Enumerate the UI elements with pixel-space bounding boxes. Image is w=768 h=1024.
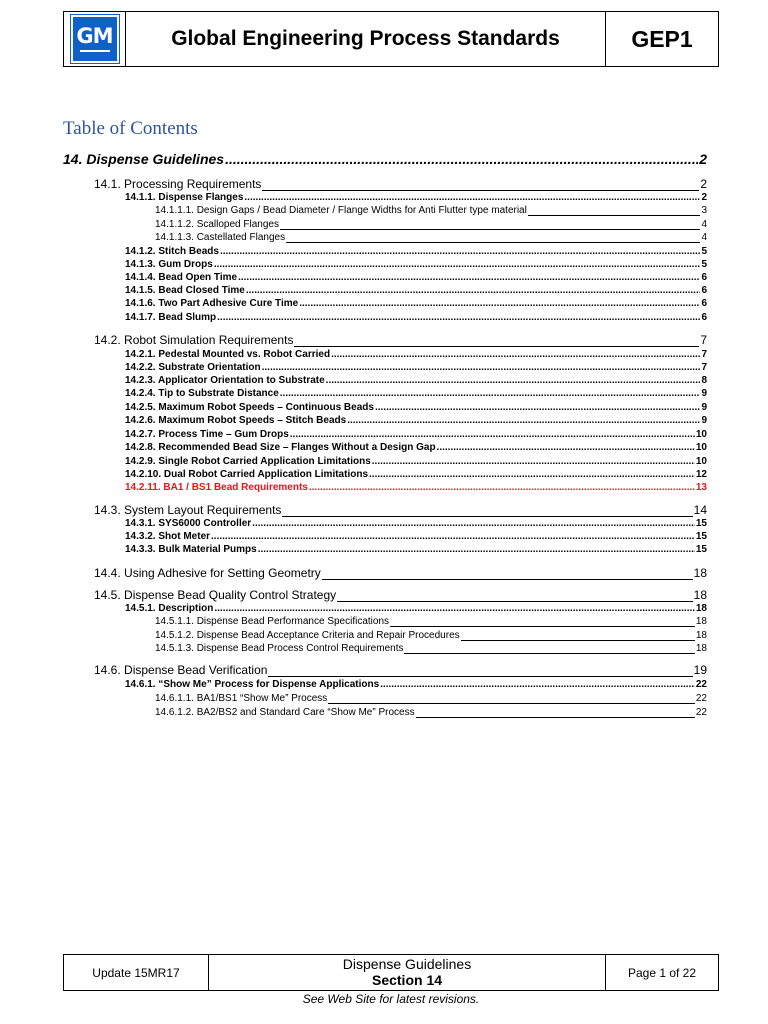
gm-logo-text: GM xyxy=(76,24,113,48)
toc-entry[interactable] xyxy=(125,312,707,323)
toc-entry-label: 14.2.2. Substrate Orientation xyxy=(125,362,261,373)
toc-entry-label: 14.2.7. Process Time – Gum Drops xyxy=(125,429,289,440)
toc-entry-leader xyxy=(252,518,695,529)
toc-entry-leader xyxy=(309,482,695,493)
footer-update: Update 15MR17 xyxy=(64,955,209,990)
toc-entry-leader xyxy=(337,601,693,602)
toc-entry-leader xyxy=(225,151,698,167)
toc-entry-page: 8 xyxy=(701,375,707,386)
toc-entry-leader xyxy=(294,346,699,347)
toc-entry-leader xyxy=(246,285,701,296)
toc-entry[interactable] xyxy=(125,192,707,203)
toc-entry-page: 2 xyxy=(700,177,707,191)
toc-entry-leader xyxy=(286,242,700,243)
toc-entry-label: 14.3. System Layout Requirements xyxy=(94,503,282,517)
toc-entry-page: 15 xyxy=(695,544,707,555)
toc-entry-leader xyxy=(380,679,695,690)
toc-entry-leader xyxy=(258,544,695,555)
toc-entry-label: 14.2.8. Recommended Bead Size – Flanges Without a Design Gap xyxy=(125,442,436,453)
toc-entry-page: 6 xyxy=(701,272,707,283)
footer-title-block xyxy=(209,955,606,990)
toc-entry-label: 14.6.1. “Show Me” Process for Dispense Applications xyxy=(125,679,380,690)
toc-entry-leader xyxy=(280,229,700,230)
toc-entry-leader xyxy=(262,190,699,191)
toc-entry-page: 4 xyxy=(701,219,707,230)
toc-entry[interactable] xyxy=(125,544,707,555)
logo-cell xyxy=(64,12,126,66)
toc-entry-label: 14.1.2. Stitch Beads xyxy=(125,246,219,257)
toc-entry-page: 6 xyxy=(701,285,707,296)
toc-entry[interactable] xyxy=(155,630,707,641)
toc-entry-leader xyxy=(416,717,695,718)
toc-entry-label: 14.1.4. Bead Open Time xyxy=(125,272,238,283)
toc-entry-page: 18 xyxy=(695,630,707,641)
toc-entry[interactable] xyxy=(155,232,707,243)
toc-entry-leader xyxy=(375,402,700,413)
toc-entry-label: 14.2.1. Pedestal Mounted vs. Robot Carried xyxy=(125,349,331,360)
toc-heading: Table of Contents xyxy=(63,118,198,139)
toc-entry[interactable] xyxy=(125,482,707,493)
toc-entry[interactable] xyxy=(94,588,707,602)
toc-entry-page: 15 xyxy=(695,531,707,542)
toc-entry-leader xyxy=(262,362,701,373)
toc-entry-leader xyxy=(372,456,695,467)
toc-entry[interactable] xyxy=(94,177,707,191)
toc-entry[interactable] xyxy=(125,442,707,453)
toc-entry-label: 14.4. Using Adhesive for Setting Geometry xyxy=(94,566,321,580)
toc-entry-label: 14.6.1.1. BA1/BS1 “Show Me” Process xyxy=(155,693,328,704)
toc-entry-label: 14.1.1.2. Scalloped Flanges xyxy=(155,219,279,230)
toc-entry-leader xyxy=(299,298,700,309)
toc-entry-page: 22 xyxy=(695,679,707,690)
toc-entry-label: 14.6.1.2. BA2/BS2 and Standard Care “Show Me” Process xyxy=(155,707,415,718)
toc-entry[interactable] xyxy=(125,415,707,426)
toc-entry[interactable] xyxy=(63,151,707,167)
toc-entry-page: 18 xyxy=(693,588,707,602)
toc-entry[interactable] xyxy=(125,349,707,360)
toc-entry[interactable] xyxy=(125,259,707,270)
toc-entry-page: 18 xyxy=(693,566,707,580)
toc-entry-page: 3 xyxy=(701,205,707,216)
toc-entry-leader xyxy=(404,653,694,654)
toc-entry-leader xyxy=(461,640,695,641)
toc-entry-leader xyxy=(268,676,692,677)
toc-entry[interactable] xyxy=(125,362,707,373)
toc-entry-leader xyxy=(290,429,695,440)
toc-entry-label: 14. Dispense Guidelines xyxy=(63,151,225,167)
toc-entry-leader xyxy=(282,516,692,517)
toc-entry-page: 9 xyxy=(701,402,707,413)
toc-entry-page: 12 xyxy=(695,469,707,480)
toc-entry-page: 9 xyxy=(701,388,707,399)
toc-entry[interactable] xyxy=(125,469,707,480)
toc-entry[interactable] xyxy=(125,246,707,257)
toc-entry[interactable] xyxy=(125,679,707,690)
toc-entry-label: 14.2.6. Maximum Robot Speeds – Stitch Beads xyxy=(125,415,347,426)
toc-entry-page: 6 xyxy=(701,298,707,309)
toc-entry-leader xyxy=(326,375,701,386)
toc-entry-label: 14.1.1.3. Castellated Flanges xyxy=(155,232,286,243)
toc-entry-page: 10 xyxy=(695,442,707,453)
toc-entry-leader xyxy=(238,272,700,283)
toc-entry-label: 14.2. Robot Simulation Requirements xyxy=(94,333,294,347)
gm-logo xyxy=(71,15,119,63)
toc-entry-label: 14.3.1. SYS6000 Controller xyxy=(125,518,252,529)
footer-title: Dispense Guidelines xyxy=(342,956,472,973)
toc-entry-page: 7 xyxy=(701,349,707,360)
toc-entry-page: 18 xyxy=(695,603,707,614)
toc-entry[interactable] xyxy=(155,616,707,627)
toc-entry[interactable] xyxy=(155,205,707,216)
toc-entry-page: 10 xyxy=(695,429,707,440)
toc-entry-label: 14.1.1.1. Design Gaps / Bead Diameter / Flange Widths for Anti Flutter type material xyxy=(155,205,527,216)
toc-entry-label: 14.5.1. Description xyxy=(125,603,214,614)
toc-entry[interactable] xyxy=(125,456,707,467)
toc-entry[interactable] xyxy=(125,603,707,614)
toc-entry-page: 10 xyxy=(695,456,707,467)
gm-logo-underline xyxy=(80,50,110,52)
toc-entry-page: 5 xyxy=(701,259,707,270)
toc-entry-leader xyxy=(347,415,700,426)
toc-entry[interactable] xyxy=(125,375,707,386)
toc-entry-leader xyxy=(322,579,693,580)
footer-section: Section 14 xyxy=(371,971,443,988)
toc-entry[interactable] xyxy=(155,693,707,704)
toc-entry-page: 9 xyxy=(701,415,707,426)
toc-entry[interactable] xyxy=(155,219,707,230)
toc-entry[interactable] xyxy=(94,333,707,347)
toc-entry-label: 14.1.7. Bead Slump xyxy=(125,312,217,323)
toc-entry[interactable] xyxy=(94,663,707,677)
footer-page: Page 1 of 22 xyxy=(627,965,697,980)
toc-entry-page: 4 xyxy=(701,232,707,243)
toc-entry[interactable] xyxy=(125,531,707,542)
toc-entry-label: 14.5.1.3. Dispense Bead Process Control Requirements xyxy=(155,643,404,654)
toc-entry-label: 14.5.1.1. Dispense Bead Performance Specifications xyxy=(155,616,390,627)
toc-entry-label: 14.1.1. Dispense Flanges xyxy=(125,192,244,203)
toc-entry-leader xyxy=(217,312,700,323)
toc-entry-page: 2 xyxy=(699,151,707,167)
toc-entry-label: 14.2.9. Single Robot Carried Application Limitations xyxy=(125,456,371,467)
toc-entry[interactable] xyxy=(94,503,707,517)
toc-entry[interactable] xyxy=(125,388,707,399)
toc-entry-label: 14.1.5. Bead Closed Time xyxy=(125,285,245,296)
toc-entry-page: 18 xyxy=(695,616,707,627)
toc-entry[interactable] xyxy=(125,298,707,309)
toc-entry-label: 14.5.1.2. Dispense Bead Acceptance Criteria and Repair Procedures xyxy=(155,630,460,641)
toc-entry-page: 13 xyxy=(695,482,707,493)
toc-entry-label: 14.1. Processing Requirements xyxy=(94,177,262,191)
toc-entry-page: 7 xyxy=(700,333,707,347)
toc-entry-leader xyxy=(528,215,701,216)
toc-entry-page: 22 xyxy=(695,707,707,718)
toc-entry[interactable] xyxy=(94,566,707,580)
toc-entry-leader xyxy=(437,442,695,453)
toc-entry[interactable] xyxy=(125,285,707,296)
toc-entry-leader xyxy=(220,246,701,257)
toc-entry-label: 14.3.2. Shot Meter xyxy=(125,531,211,542)
toc-entry-label: 14.2.3. Applicator Orientation to Substrate xyxy=(125,375,325,386)
toc-entry-label: 14.3.3. Bulk Material Pumps xyxy=(125,544,257,555)
toc-entry-page: 5 xyxy=(701,246,707,257)
toc-entry-page: 14 xyxy=(693,503,707,517)
toc-entry-label: 14.2.11. BA1 / BS1 Bead Requirements xyxy=(125,482,308,493)
toc-entry-page: 19 xyxy=(693,663,707,677)
toc-entry-leader xyxy=(328,703,695,704)
toc-entry-page: 22 xyxy=(695,693,707,704)
toc-entry-leader xyxy=(244,192,700,203)
toc-entry-label: 14.1.3. Gum Drops xyxy=(125,259,213,270)
toc-entry-label: 14.2.4. Tip to Substrate Distance xyxy=(125,388,279,399)
toc-entry-label: 14.2.10. Dual Robot Carried Application Limitations xyxy=(125,469,369,480)
toc-entry-page: 7 xyxy=(701,362,707,373)
toc-entry-leader xyxy=(390,626,695,627)
toc-entry[interactable] xyxy=(125,429,707,440)
document-footer xyxy=(63,954,719,991)
toc-entry[interactable] xyxy=(155,643,707,654)
toc-entry-leader xyxy=(280,388,701,399)
footer-note: See Web Site for latest revisions. xyxy=(302,992,480,1006)
toc-entry-page: 6 xyxy=(701,312,707,323)
toc-entry[interactable] xyxy=(125,272,707,283)
toc-entry[interactable] xyxy=(155,707,707,718)
toc-entry-label: 14.2.5. Maximum Robot Speeds – Continuous Beads xyxy=(125,402,374,413)
toc-entry-label: 14.6. Dispense Bead Verification xyxy=(94,663,268,677)
toc-entry-leader xyxy=(214,603,695,614)
document-code: GEP1 xyxy=(631,25,693,52)
toc-entry-leader xyxy=(369,469,695,480)
toc-entry-leader xyxy=(214,259,701,270)
toc-entry-leader xyxy=(211,531,695,542)
toc-entry[interactable] xyxy=(125,402,707,413)
document-header xyxy=(63,11,719,67)
toc-entry-page: 15 xyxy=(695,518,707,529)
document-title: Global Engineering Process Standards xyxy=(126,12,606,66)
toc-entry-page: 2 xyxy=(701,192,707,203)
toc-entry-label: 14.1.6. Two Part Adhesive Cure Time xyxy=(125,298,299,309)
toc-entry[interactable] xyxy=(125,518,707,529)
toc-entry-label: 14.5. Dispense Bead Quality Control Strategy xyxy=(94,588,337,602)
toc-entry-leader xyxy=(331,349,700,360)
toc-entry-page: 18 xyxy=(695,643,707,654)
